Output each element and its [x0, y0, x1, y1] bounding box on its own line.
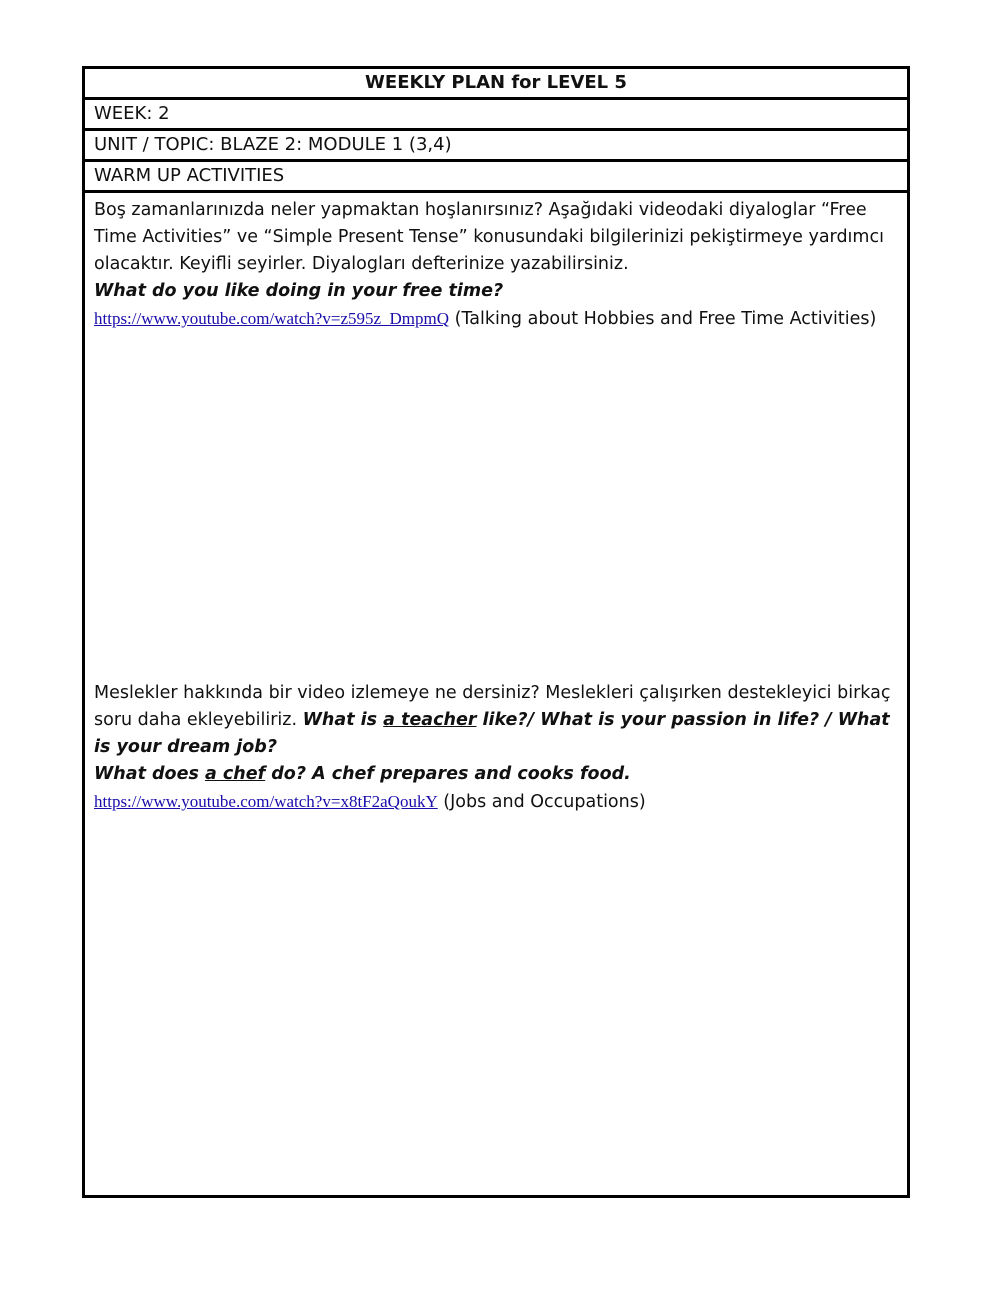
- jobs-video-link[interactable]: https://www.youtube.com/watch?v=x8tF2aQoukY: [94, 792, 438, 811]
- chef-underlined: a chef: [204, 764, 266, 784]
- hobbies-video-note: (Talking about Hobbies and Free Time Activities): [454, 309, 877, 329]
- teacher-underlined: a teacher: [383, 710, 477, 730]
- teacher-question-end: like?/ What is your passion in life? / What is your dream job?: [94, 710, 890, 757]
- jobs-intro: Meslekler hakkında bir video izlemeye ne dersiniz? Meslekleri çalışırken destekleyici birkaç soru daha ekleyebiliriz.: [94, 683, 891, 730]
- jobs-paragraph: [94, 680, 898, 761]
- teacher-question-start: What is: [302, 710, 378, 730]
- jobs-video-note: (Jobs and Occupations): [443, 792, 646, 812]
- free-time-question: What do you like doing in your free time?: [94, 281, 504, 301]
- weekly-plan-table: [82, 66, 910, 1198]
- jobs-link-line: [94, 788, 898, 816]
- chef-question-end: do? A chef prepares and cooks food.: [271, 764, 631, 784]
- hobbies-video-link[interactable]: https://www.youtube.com/watch?v=z595z_DmpmQ: [94, 309, 450, 328]
- free-time-link-line: [94, 305, 898, 333]
- activities-cell: [85, 193, 907, 1195]
- free-time-intro: Boş zamanlarınızda neler yapmaktan hoşlanırsınız? Aşağıdaki videodaki diyaloglar “Free Time Activities” ve “Simple Present Tense” konusundaki bilgilerinizi pekiştirmeye yardımcı olacaktır. Keyifli seyirler. Diyalogları defterinize yazabilirsiniz.: [94, 200, 884, 274]
- free-time-activity: [94, 197, 898, 333]
- jobs-activity: [94, 680, 898, 816]
- unit-topic-row: UNIT / TOPIC: BLAZE 2: MODULE 1 (3,4): [85, 131, 907, 162]
- week-row: WEEK: 2: [85, 100, 907, 131]
- section-heading: WARM UP ACTIVITIES: [85, 162, 907, 193]
- chef-question: [94, 761, 898, 788]
- plan-title: WEEKLY PLAN for LEVEL 5: [85, 69, 907, 100]
- chef-question-start: What does: [94, 764, 199, 784]
